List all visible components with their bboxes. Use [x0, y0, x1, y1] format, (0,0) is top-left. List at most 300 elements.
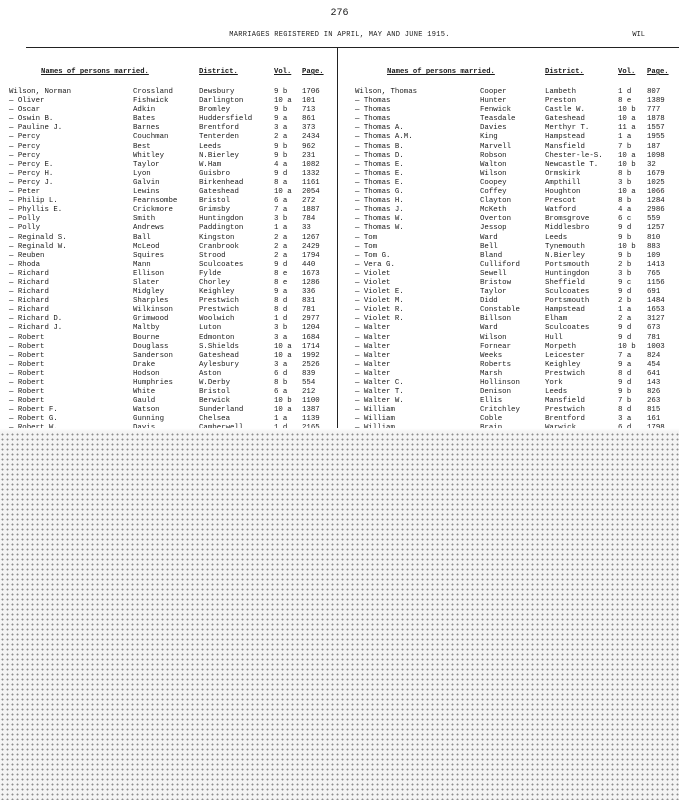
name-cell: — Phyllis E.	[9, 206, 63, 215]
vol-cell: 1 a	[274, 415, 288, 424]
spouse-surname-cell: Marvell	[480, 142, 512, 151]
district-cell: Prestwich	[199, 306, 239, 315]
district-cell: Prestwich	[545, 369, 585, 378]
vol-cell: 8 e	[274, 278, 288, 287]
spouse-surname-cell: Slater	[133, 278, 160, 287]
spouse-surname-cell: Gunning	[133, 415, 165, 424]
page-header: Page.	[647, 68, 669, 76]
spouse-surname-cell: Weeks	[480, 351, 503, 360]
page-cell: 861	[302, 115, 316, 124]
name-cell: — Violet R.	[355, 315, 404, 324]
spouse-surname-cell: Jessop	[480, 224, 507, 233]
district-cell: Chorley	[199, 278, 231, 287]
name-cell: — Walter	[355, 342, 391, 351]
district-cell: Morpeth	[545, 342, 577, 351]
district-cell: Gateshead	[199, 188, 239, 197]
name-cell: — Richard	[9, 288, 49, 297]
page-cell: 1156	[647, 278, 665, 287]
name-cell: — Robert	[9, 388, 45, 397]
vol-cell: 8 b	[274, 379, 288, 387]
vol-cell: 10 a	[274, 188, 292, 197]
district-cell: Merthyr T.	[545, 124, 590, 133]
name-cell: — Percy	[9, 142, 41, 151]
vol-cell: 2 a	[274, 133, 288, 142]
district-cell: Portsmouth	[545, 297, 590, 306]
page-cell: 1706	[302, 88, 320, 96]
spouse-surname-cell: White	[133, 388, 156, 397]
district-cell: Leeds	[545, 233, 568, 242]
district-cell: Prescot	[545, 197, 577, 206]
vol-cell: 9 d	[274, 169, 288, 178]
page-cell: 2054	[302, 188, 320, 197]
spouse-surname-cell: Ellis	[480, 397, 503, 406]
spouse-surname-cell: Hunter	[480, 97, 507, 106]
page-cell: 143	[647, 379, 661, 387]
vol-cell: 10 b	[618, 106, 636, 115]
district-cell: N.Bierley	[199, 151, 239, 160]
page-cell: 1673	[302, 269, 320, 278]
page-cell: 807	[647, 88, 661, 96]
name-cell: — Reginald S.	[9, 233, 67, 242]
vol-cell: 6 a	[274, 197, 288, 206]
name-cell: — Robert	[9, 369, 45, 378]
page-cell: 1955	[647, 133, 665, 142]
vol-cell: 9 b	[618, 233, 632, 242]
spouse-surname-cell: Grimwood	[133, 315, 169, 324]
spouse-surname-cell: Ball	[133, 233, 151, 242]
name-cell: — Richard	[9, 297, 49, 306]
spouse-surname-cell: Crickmore	[133, 206, 173, 215]
page-cell: 101	[302, 97, 316, 106]
vol-cell: 1 a	[274, 224, 288, 233]
spouse-surname-cell: Galvin	[133, 178, 160, 187]
name-cell: — Richard	[9, 278, 49, 287]
spouse-surname-cell: Critchley	[480, 406, 520, 415]
vol-cell: 9 b	[274, 88, 288, 96]
district-cell: Grimsby	[199, 206, 231, 215]
name-cell: — Thomas A.M.	[355, 133, 413, 142]
vol-cell: 9 a	[274, 288, 288, 297]
district-cell: Huntingdon	[199, 215, 244, 224]
name-cell: — Robert	[9, 397, 45, 406]
district-cell: Newcastle T.	[545, 160, 599, 169]
page-cell: 1653	[647, 306, 665, 315]
district-cell: Chester-le-S.	[545, 151, 603, 160]
name-cell: — Violet E.	[355, 288, 404, 297]
vol-cell: 3 b	[618, 269, 632, 278]
spouse-surname-cell: Bates	[133, 115, 156, 124]
name-cell: — Thomas H.	[355, 197, 404, 206]
name-cell: — Peter	[9, 188, 41, 197]
name-cell: — Robert	[9, 379, 45, 387]
district-cell: Castle W.	[545, 106, 585, 115]
name-cell: Wilson, Thomas	[355, 88, 418, 96]
page-cell: 824	[647, 351, 661, 360]
page-cell: 839	[302, 369, 316, 378]
vol-cell: 8 d	[618, 406, 632, 415]
page-cell: 554	[302, 379, 316, 387]
spouse-surname-cell: Adkin	[133, 106, 156, 115]
page-cell: 161	[647, 415, 661, 424]
name-cell: — Thomas	[355, 97, 391, 106]
spouse-surname-cell: Coffey	[480, 188, 507, 197]
vol-cell: 8 b	[618, 169, 632, 178]
spouse-surname-cell: Ward	[480, 324, 498, 333]
page-cell: 1413	[647, 260, 665, 269]
header-rule	[26, 47, 679, 48]
page-cell: 336	[302, 288, 316, 297]
district-cell: Keighley	[545, 360, 581, 369]
spouse-surname-cell: Robson	[480, 151, 507, 160]
district-cell: S.Shields	[199, 342, 239, 351]
page-cell: 1332	[302, 169, 320, 178]
name-cell: — Thomas E.	[355, 160, 404, 169]
name-cell: — Percy H.	[9, 169, 54, 178]
spouse-surname-cell: Bourne	[133, 333, 160, 342]
vol-cell: 10 a	[618, 188, 636, 197]
page-header: Page.	[302, 68, 324, 76]
spouse-surname-cell: Cooper	[480, 88, 507, 96]
spouse-surname-cell: Ellison	[133, 269, 165, 278]
spouse-surname-cell: Denison	[480, 388, 512, 397]
district-cell: Tynemouth	[545, 242, 585, 251]
spouse-surname-cell: Smith	[133, 215, 156, 224]
column-divider	[337, 48, 338, 432]
spouse-surname-cell: Sharples	[133, 297, 169, 306]
name-cell: — Percy	[9, 133, 41, 142]
page-cell: 33	[302, 224, 311, 233]
page-cell: 2429	[302, 242, 320, 251]
name-cell: — Reginald W.	[9, 242, 67, 251]
name-cell: — Robert	[9, 333, 45, 342]
name-cell: — Thomas G.	[355, 188, 404, 197]
spouse-surname-cell: Ward	[480, 233, 498, 242]
spouse-surname-cell: Best	[133, 142, 151, 151]
page-cell: 1389	[647, 97, 665, 106]
name-cell: — Oliver	[9, 97, 45, 106]
vol-cell: 9 b	[274, 151, 288, 160]
name-cell: — Robert	[9, 360, 45, 369]
vol-cell: 10 a	[274, 406, 292, 415]
district-cell: Houghton	[545, 188, 581, 197]
vol-cell: 9 b	[274, 106, 288, 115]
vol-cell: 9 d	[618, 288, 632, 297]
vol-cell: 10 a	[274, 351, 292, 360]
spouse-surname-cell: McKeth	[480, 206, 507, 215]
district-cell: Keighley	[199, 288, 235, 297]
district-cell: Bristol	[199, 197, 231, 206]
names-header: Names of persons married.	[41, 68, 149, 76]
spouse-surname-cell: Lewins	[133, 188, 160, 197]
name-cell: — Violet	[355, 278, 391, 287]
spouse-surname-cell: Walton	[480, 160, 507, 169]
spouse-surname-cell: Wilson	[480, 333, 507, 342]
name-cell: — William	[355, 406, 395, 415]
vol-cell: 7 b	[618, 397, 632, 406]
spouse-surname-cell: Bland	[480, 251, 503, 260]
district-cell: Leeds	[199, 142, 222, 151]
district-cell: Sculcoates	[545, 324, 590, 333]
page-cell: 713	[302, 106, 316, 115]
page-cell: 559	[647, 215, 661, 224]
district-cell: W.Derby	[199, 379, 231, 387]
page-cell: 1794	[302, 251, 320, 260]
district-cell: Paddington	[199, 224, 244, 233]
spouse-surname-cell: Fornear	[480, 342, 512, 351]
vol-cell: 3 b	[274, 215, 288, 224]
page-cell: 1387	[302, 406, 320, 415]
vol-cell: 10 b	[618, 242, 636, 251]
page-cell: 1139	[302, 415, 320, 424]
vol-cell: 8 d	[274, 306, 288, 315]
vol-cell: 10 b	[274, 397, 292, 406]
spouse-surname-cell: Drake	[133, 360, 156, 369]
page-cell: 831	[302, 297, 316, 306]
spouse-surname-cell: Whitley	[133, 151, 165, 160]
name-cell: — Thomas	[355, 106, 391, 115]
spouse-surname-cell: Marsh	[480, 369, 503, 378]
name-cell: — Percy J.	[9, 178, 54, 187]
name-cell: — Richard D.	[9, 315, 63, 324]
spouse-surname-cell: Fenwick	[480, 106, 512, 115]
vol-cell: 6 d	[274, 369, 288, 378]
name-cell: — Walter	[355, 333, 391, 342]
vol-cell: 9 b	[618, 388, 632, 397]
district-cell: Bristol	[199, 388, 231, 397]
spouse-surname-cell: Taylor	[480, 288, 507, 297]
name-cell: — Thomas B.	[355, 142, 404, 151]
vol-cell: 2 a	[274, 233, 288, 242]
vol-cell: 10 a	[274, 97, 292, 106]
district-cell: Sunderland	[199, 406, 244, 415]
page-cell: 1267	[302, 233, 320, 242]
vol-cell: 3 a	[274, 333, 288, 342]
spouse-surname-cell: Bristow	[480, 278, 512, 287]
name-cell: — Percy	[9, 151, 41, 160]
name-cell: — Percy E.	[9, 160, 54, 169]
name-cell: — Walter	[355, 360, 391, 369]
vol-cell: 9 c	[618, 278, 632, 287]
spouse-surname-cell: Didd	[480, 297, 498, 306]
district-cell: N.Bierley	[545, 251, 585, 260]
spouse-surname-cell: McLeod	[133, 242, 160, 251]
page-cell: 1484	[647, 297, 665, 306]
page-cell: 883	[647, 242, 661, 251]
vol-cell: 3 a	[274, 124, 288, 133]
district-cell: Aston	[199, 369, 222, 378]
district-cell: Fylde	[199, 269, 222, 278]
district-cell: Huntingdon	[545, 269, 590, 278]
vol-cell: 3 b	[274, 324, 288, 333]
name-cell: — Violet M.	[355, 297, 404, 306]
page-cell: 3127	[647, 315, 665, 324]
name-cell: — Vera G.	[355, 260, 395, 269]
vol-cell: 3 a	[274, 360, 288, 369]
name-cell: — Violet	[355, 269, 391, 278]
vol-cell: 9 b	[618, 251, 632, 260]
spouse-surname-cell: Fishwick	[133, 97, 169, 106]
name-cell: — Rhoda	[9, 260, 41, 269]
vol-cell: 3 b	[618, 178, 632, 187]
spouse-surname-cell: King	[480, 133, 498, 142]
vol-cell: 7 a	[274, 206, 288, 215]
district-cell: Hampstead	[545, 306, 585, 315]
name-cell: — Richard	[9, 269, 49, 278]
district-cell: Elham	[545, 315, 568, 324]
vol-cell: 9 d	[618, 333, 632, 342]
vol-cell: 10 b	[618, 342, 636, 351]
page-cell: 815	[647, 406, 661, 415]
district-header: District.	[545, 68, 584, 76]
page-cell: 765	[647, 269, 661, 278]
vol-cell: 4 a	[618, 206, 632, 215]
district-cell: Edmonton	[199, 333, 235, 342]
vol-cell: 6 a	[274, 388, 288, 397]
page-cell: 1992	[302, 351, 320, 360]
district-cell: Prestwich	[545, 406, 585, 415]
vol-cell: 8 b	[618, 197, 632, 206]
page-cell: 454	[647, 360, 661, 369]
vol-cell: 10 a	[274, 342, 292, 351]
district-cell: Lambeth	[545, 88, 577, 96]
name-cell: — Robert F.	[9, 406, 58, 415]
page-cell: 777	[647, 106, 661, 115]
vol-cell: 2 b	[618, 297, 632, 306]
spouse-surname-cell: Gauld	[133, 397, 156, 406]
page-cell: 32	[647, 160, 656, 169]
missing-area	[0, 432, 679, 800]
running-head: WIL	[632, 31, 645, 39]
page-cell: 1284	[647, 197, 665, 206]
page-cell: 2526	[302, 360, 320, 369]
district-cell: Sculcoates	[199, 260, 244, 269]
district-cell: Brentford	[199, 124, 239, 133]
vol-header: Vol.	[618, 68, 636, 76]
page-cell: 781	[302, 306, 316, 315]
vol-cell: 10 b	[618, 160, 636, 169]
page-cell: 826	[647, 388, 661, 397]
vol-cell: 1 d	[274, 315, 288, 324]
page-cell: 784	[302, 215, 316, 224]
name-cell: — Pauline J.	[9, 124, 63, 133]
page-cell: 1286	[302, 278, 320, 287]
page-cell: 2977	[302, 315, 320, 324]
vol-cell: 2 a	[274, 251, 288, 260]
name-cell: — Walter C.	[355, 379, 404, 387]
spouse-surname-cell: Watson	[133, 406, 160, 415]
district-cell: Prestwich	[199, 297, 239, 306]
page-cell: 1204	[302, 324, 320, 333]
vol-cell: 8 e	[274, 269, 288, 278]
page-cell: 440	[302, 260, 316, 269]
name-cell: — Thomas W.	[355, 215, 404, 224]
spouse-surname-cell: Maltby	[133, 324, 160, 333]
spouse-surname-cell: Couchman	[133, 133, 169, 142]
name-cell: — Robert	[9, 342, 45, 351]
vol-cell: 2 b	[618, 260, 632, 269]
vol-cell: 7 b	[618, 142, 632, 151]
spouse-surname-cell: Coopey	[480, 178, 507, 187]
page-cell: 673	[647, 324, 661, 333]
vol-cell: 3 a	[618, 415, 632, 424]
page-cell: 1557	[647, 124, 665, 133]
page-cell: 1100	[302, 397, 320, 406]
district-header: District.	[199, 68, 238, 76]
spouse-surname-cell: Coble	[480, 415, 503, 424]
district-cell: Leicester	[545, 351, 585, 360]
spouse-surname-cell: Andrews	[133, 224, 165, 233]
name-cell: — Thomas W.	[355, 224, 404, 233]
spouse-surname-cell: Roberts	[480, 360, 512, 369]
vol-cell: 10 a	[618, 115, 636, 124]
district-cell: Sheffield	[545, 278, 585, 287]
spouse-surname-cell: Sanderson	[133, 351, 173, 360]
page-cell: 1082	[302, 160, 320, 169]
page-cell: 231	[302, 151, 316, 160]
district-cell: Tenterden	[199, 133, 239, 142]
page-cell: 1161	[302, 178, 320, 187]
spouse-surname-cell: Hollinson	[480, 379, 520, 387]
spouse-surname-cell: Clayton	[480, 197, 512, 206]
district-cell: Woolwich	[199, 315, 235, 324]
name-cell: — Walter W.	[355, 397, 404, 406]
name-cell: — Walter	[355, 324, 391, 333]
spouse-surname-cell: Culliford	[480, 260, 520, 269]
page-cell: 2434	[302, 133, 320, 142]
page-cell: 1714	[302, 342, 320, 351]
spouse-surname-cell: Humphries	[133, 379, 173, 387]
district-cell: Guisbro	[199, 169, 231, 178]
district-cell: Huddersfield	[199, 115, 253, 124]
spouse-surname-cell: Douglass	[133, 342, 169, 351]
vol-cell: 1 d	[618, 88, 632, 96]
spouse-surname-cell: Wilkinson	[133, 306, 173, 315]
district-cell: Leeds	[545, 388, 568, 397]
name-cell: — Oswin B.	[9, 115, 54, 124]
district-cell: Berwick	[199, 397, 231, 406]
page-cell: 373	[302, 124, 316, 133]
name-cell: Wilson, Norman	[9, 88, 72, 96]
spouse-surname-cell: Overton	[480, 215, 512, 224]
spouse-surname-cell: Davies	[480, 124, 507, 133]
district-cell: Birkenhead	[199, 178, 244, 187]
vol-header: Vol.	[274, 68, 292, 76]
district-cell: Chelsea	[199, 415, 231, 424]
district-cell: Dewsbury	[199, 88, 235, 96]
page-cell: 2986	[647, 206, 665, 215]
district-cell: York	[545, 379, 563, 387]
vol-cell: 8 d	[618, 369, 632, 378]
page-cell: 1257	[647, 224, 665, 233]
spouse-surname-cell: Crossland	[133, 88, 173, 96]
page-cell: 272	[302, 197, 316, 206]
district-cell: Hull	[545, 333, 563, 342]
district-cell: Strood	[199, 251, 226, 260]
vol-cell: 8 a	[274, 178, 288, 187]
name-cell: — Walter	[355, 351, 391, 360]
district-cell: Bromley	[199, 106, 231, 115]
spouse-surname-cell: Teasdale	[480, 115, 516, 124]
district-cell: Brentford	[545, 415, 585, 424]
spouse-surname-cell: Billson	[480, 315, 512, 324]
vol-cell: 8 e	[618, 97, 632, 106]
page-cell: 781	[647, 333, 661, 342]
spouse-surname-cell: Mann	[133, 260, 151, 269]
vol-cell: 2 a	[274, 242, 288, 251]
district-cell: Mansfield	[545, 142, 585, 151]
page-number: 276	[330, 8, 349, 19]
page-cell: 1887	[302, 206, 320, 215]
